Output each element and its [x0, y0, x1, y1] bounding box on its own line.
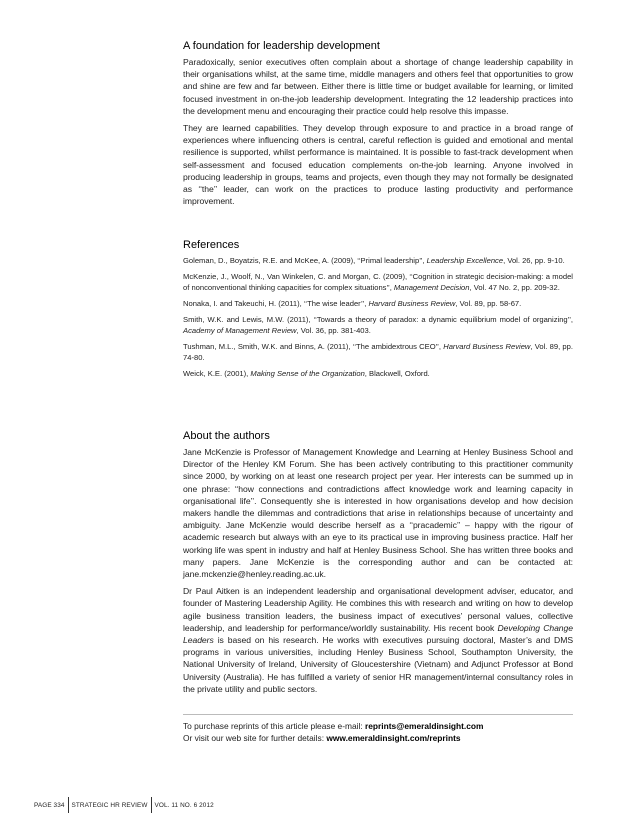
section-references: [183, 239, 573, 384]
section-heading: A foundation for leadership development: [183, 40, 380, 52]
section-authors: [183, 430, 573, 700]
reference-item: Weick, K.E. (2001), Making Sense of the Organization, Blackwell, Oxford.: [183, 369, 430, 378]
issue-info: VOL. 11 NO. 6 2012: [154, 801, 214, 809]
reference-item: McKenzie, J., Woolf, N., Van Winkelen, C. and Morgan, C. (2009), ‘‘Cognition in strategic decision-making: a model of nonconventional thinking capacities for complex situations’’, Management Decision, Vol. 47 No. 2, pp. 209-32.: [183, 272, 573, 292]
footer-divider: [151, 797, 152, 813]
reference-item: Smith, W.K. and Lewis, M.W. (2011), ‘‘Towards a theory of paradox: a dynamic equilibrium model of organizing’’, Academy of Management Review, Vol. 36, pp. 381-403.: [183, 315, 573, 335]
page-footer: [34, 797, 214, 813]
reprints-web-line: Or visit our web site for further details: www.emeraldinsight.com/reprints: [183, 733, 461, 743]
reprints-email-line: To purchase reprints of this article please e-mail: reprints@emeraldinsight.com: [183, 721, 484, 731]
reference-item: Goleman, D., Boyatzis, R.E. and McKee, A. (2009), ‘‘Primal leadership’’, Leadership Excellence, Vol. 26, pp. 9-10.: [183, 256, 565, 265]
journal-name: STRATEGIC HR REVIEW: [71, 801, 148, 809]
footer-divider: [68, 797, 69, 813]
section-foundation: [183, 40, 573, 212]
page-number: PAGE 334: [34, 801, 65, 809]
reference-item: Tushman, M.L., Smith, W.K. and Binns, A. (2011), ‘‘The ambidextrous CEO’’, Harvard Business Review, Vol. 89, pp. 74-80.: [183, 342, 573, 362]
author-bio-aitken: Dr Paul Aitken is an independent leadership and organisational development adviser, educator, and founder of Mastering Leadership Agility. He combines this with research and writing on how to develop agile business transition leaders, the business impact of executives’ personal values, collective leadership, and leadership for performance/worldly sustainability. His recent book Developing Change Leaders is based on his research. He works with executives pursuing doctoral, Master’s and DMS programs in various universities, including Henley Business School, Southampton University, the National University of Ireland, University of Gloucestershire (Vietnam) and Adjunct Professor at Bond University (Australia). He has fulfilled a variety of senior HR management/internal consultancy roles in the private utility and public sectors.: [183, 586, 573, 694]
reprints-box: [183, 714, 573, 744]
reference-item: Nonaka, I. and Takeuchi, H. (2011), ‘‘The wise leader’’, Harvard Business Review, Vol. 89, pp. 58-67.: [183, 299, 522, 308]
body-paragraph: They are learned capabilities. They develop through exposure to and practice in a broad range of experiences where influencing others is central, careful reflection is guided and emotional and mental resilience is supported, whilst performance is maintained. It is possible to fast-track development when self-assessment and focused education complements on-the-job learning. Anyone involved in producing leadership in groups, teams and projects, even though they may not formally be designated as ‘‘the’’ leader, can work on the practices to produce lasting productivity and performance improvement.: [183, 123, 573, 207]
section-heading: About the authors: [183, 430, 270, 442]
reprints-email-link[interactable]: reprints@emeraldinsight.com: [365, 721, 484, 731]
author-bio-mckenzie: Jane McKenzie is Professor of Management Knowledge and Learning at Henley Business School and Director of the Henley KM Forum. She has been actively contributing to this practitioner community since 2000, by working on at least one research project per year. Her interests can be summed up in one phrase: ‘‘how connections and contradictions affect knowledge work and learning capacity in organisational life’’. Consequently she is interested in how organisations develop and how decision makers handle the dilemmas and contradictions that arise in relationships because of uncertainty and ambiguity. Jane McKenzie would describe herself as a ‘‘pracademic’’ – happy with the rigour of academic research but always with an eye to its practical use in improving business practice. Half her working life was spent in industry and half at Henley Business School. She has written three books and many papers. Jane McKenzie is the corresponding author and can be contacted at: jane.mckenzie@henley.reading.ac.uk.: [183, 447, 573, 580]
reprints-web-link[interactable]: www.emeraldinsight.com/reprints: [326, 733, 461, 743]
section-heading: References: [183, 239, 240, 251]
body-paragraph: Paradoxically, senior executives often complain about a shortage of change leadership capability in their organisations whilst, at the same time, middle managers and others feel that opportunities to grow and shine are few and far between. Either there is little time or budget available for learning, or limited focused investment in on-the-job leadership development. Integrating the 12 leadership practices into the development menu and encouraging their practice could help resolve this impasse.: [183, 57, 573, 116]
